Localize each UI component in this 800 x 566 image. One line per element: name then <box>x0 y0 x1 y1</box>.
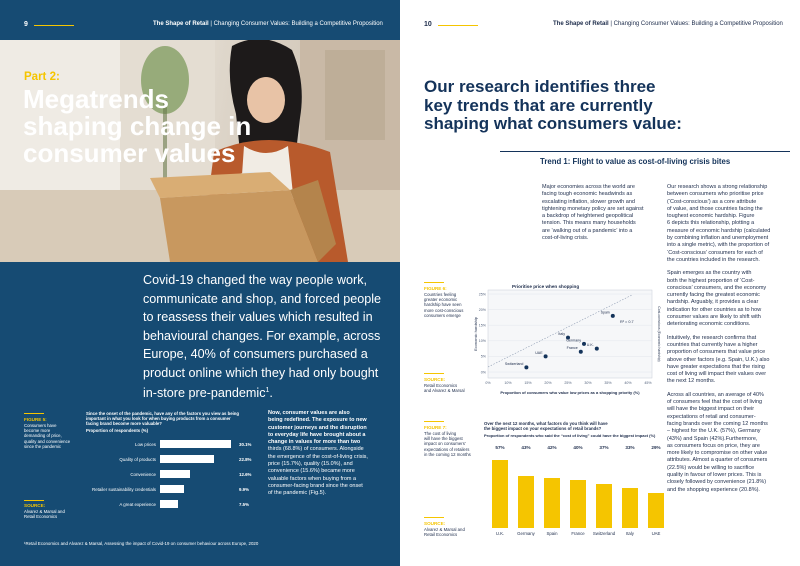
x-tick-label: 45% <box>644 381 652 385</box>
bar-category-label: UAE <box>651 531 661 536</box>
figure5-tag: FIGURE 5: <box>24 417 47 422</box>
figure5-source: Alvarez & Marsal and Retail Economics <box>24 509 65 520</box>
y-tick-label: 10% <box>478 339 486 344</box>
part-label: Part 2: <box>24 71 60 83</box>
x-tick-label: 40% <box>624 381 632 385</box>
bar <box>544 478 560 528</box>
figure7-source-tag: SOURCE: <box>424 521 446 526</box>
trend-rule <box>500 151 790 152</box>
running-header: The Shape of Retail | Changing Consumer Values: Building a Competitive Proposition <box>153 21 383 27</box>
column1-text: Major economies across the world are facing tough economic headwinds as escalating inflation, slower growth and tightening monetary policy are set against a backdrop of heightened geopolitical tension. This means many households are ‘walking out of a pandemic’ into a cost-of-living crisis. <box>542 184 644 242</box>
x-tick-label: 30% <box>584 381 592 385</box>
bar-value-label: 57% <box>495 445 505 450</box>
x-tick-label: 15% <box>524 381 532 385</box>
figure-rule <box>24 413 44 414</box>
scatter-point <box>524 365 528 369</box>
figure5-question: Since the onset of the pandemic, have any of the factors you view as being important in what you look for when buying products from a consumer facing brand become more valuable? <box>86 411 240 427</box>
column2-text: Our research shows a strong relationship between consumers who prioritise price (‘Cost-conscious’) as a core attribute of value, and those countries facing the toughest economic hardship. Figure 6 depicts this relationship, plotting a measure of economic hardship (calculated by combining inflation and unemployment into a single metric), with the proportion of ‘Cost-conscious’ consumers for each of the countries included in the research. Spain emerges as the country with both the highest proportion of ‘Cost- conscious’ consumers, and the economy currently facing the greatest economic hardship. Arguably, it provides a clear indication for other countries as to how consumer values are likely to shift with deteriorating economic conditions. Intuitively, the research confirms that countries that currently have a higher proportion of consumers that value price above other factors (e.g. Spain, U.K.) also have greater expectations that the rising cost of living will impact their values over the next 12 months. Across all countries, an average of 40% of consumers feel that the cost of living will have the biggest impact on their expectations of retail and consumer- facing brands over the coming 12 months – highest for the U.K. (57%), Germany (43%) and Spain (42%).Furthermore, as consumers focus on price, they are more likely to compromise on other value attributes. Almost a quarter of consumers (22.5%) would be willing to sacrifice quality in favour of lower prices. This is closely followed by convenience (21.8%) and the shopping experience (20.8%). <box>667 184 771 493</box>
point-label: Spain <box>600 310 610 315</box>
scatter-point <box>582 342 586 346</box>
page-number: 10 <box>424 21 432 28</box>
y-tick-label: 15% <box>478 323 486 328</box>
figure7-question: Over the next 12 months, what factors do you think will have the biggest impact on your expectations of retail brands? <box>484 421 608 432</box>
bar-value-label: 33% <box>625 445 635 450</box>
bar <box>160 455 214 463</box>
bar-value-label: 12.6% <box>239 471 252 477</box>
bar-category-label: Convenience <box>130 471 156 477</box>
y-tick-label: 25% <box>478 292 486 297</box>
header-rule <box>34 25 74 26</box>
bar-category-label: Low prices <box>135 441 156 447</box>
figure6-caption: Countries feeling greater economic hardship have seen more cost-conscious consumers emerge <box>424 292 464 318</box>
point-label: Switzerland <box>504 361 524 366</box>
bar-value-label: 29% <box>651 445 661 450</box>
scatter-point <box>611 314 615 318</box>
figure6-right-label: Cost-conscious (Economic hardship) <box>657 306 661 362</box>
figure7-subtitle: Proportion of respondents who said the “cost of living” could have the biggest impact (%) <box>484 433 656 438</box>
bar <box>518 476 534 528</box>
figure-rule <box>424 421 444 422</box>
bar-category-label: U.K. <box>495 531 505 536</box>
figure6-title: Prioritise price when shopping <box>512 284 580 289</box>
point-label: Germany <box>566 338 581 343</box>
figure7-source: Alvarez & Marsal and Retail Economics <box>424 527 465 538</box>
bar-value-label: 40% <box>573 445 583 450</box>
source-rule <box>24 500 44 501</box>
bar-value-label: 42% <box>547 445 557 450</box>
bar-category-label: Spain <box>546 531 558 536</box>
bar-category-label: A great experience <box>119 501 156 507</box>
bar <box>648 493 664 528</box>
y-tick-label: 5% <box>480 354 486 359</box>
bar <box>596 484 612 528</box>
research-title: Our research identifies three key trends that are currently shaping what consumers value: <box>424 77 682 133</box>
figure6-source-tag: SOURCE: <box>424 377 446 382</box>
figure-rule <box>424 282 444 283</box>
header-rule <box>438 25 478 26</box>
scatter-point <box>595 347 599 351</box>
y-tick-label: 0% <box>480 370 486 375</box>
intro-paragraph: Covid-19 changed the way people work, communicate and shop, and forced people to reassess their values which resulted in behavioural changes. For example, across Europe, 40% of consumers purchased a product online which they had only bought in-store pre-pandemic$^1$. <box>143 273 382 401</box>
figure6-source: Retail Economics and Alvarez & Marsal <box>424 383 465 394</box>
bar-category-label: Quality of products <box>119 456 156 462</box>
figure6-xlabel: Proportion of consumers who value low prices as a shopping priority (%) <box>500 390 640 395</box>
page-number: 9 <box>24 21 28 28</box>
scatter-point <box>579 350 583 354</box>
point-label: UAE <box>535 350 543 355</box>
right-page <box>400 0 800 566</box>
bar-value-label: 22.8% <box>239 456 252 462</box>
bar <box>160 500 178 508</box>
bar-value-label: 43% <box>521 445 531 450</box>
bar-category-label: France <box>571 531 585 536</box>
figure7-tag: FIGURE 7: <box>424 425 447 430</box>
bar-category-label: Retailer sustainability credentials <box>92 486 156 492</box>
bar <box>492 460 508 528</box>
r-squared-label: R² = 0.7 <box>620 320 634 324</box>
bar <box>160 485 184 493</box>
figure5-source-tag: SOURCE: <box>24 503 46 508</box>
figure6-scatter-chart <box>472 282 664 400</box>
bar-value-label: 30.1% <box>239 441 252 447</box>
point-label: France <box>566 346 578 351</box>
source-rule <box>424 517 444 518</box>
bar <box>160 470 190 478</box>
bar <box>160 440 231 448</box>
x-tick-label: 10% <box>504 381 512 385</box>
scatter-point <box>544 354 548 358</box>
bar-value-label: 7.5% <box>239 501 250 507</box>
x-tick-label: 0% <box>485 381 491 385</box>
point-label: U.K. <box>586 343 594 348</box>
running-header: The Shape of Retail | Changing Consumer Values: Building a Competitive Proposition <box>553 21 783 27</box>
figure6-ylabel: Economic hardship <box>473 316 478 352</box>
x-tick-label: 35% <box>604 381 612 385</box>
bar-category-label: Germany <box>517 531 535 536</box>
bar-value-label: 9.9% <box>239 486 250 492</box>
bar <box>622 488 638 528</box>
trend-heading: Trend 1: Flight to value as cost-of-living crisis bites <box>540 157 731 166</box>
bar-value-label: 37% <box>599 445 609 450</box>
bar-category-label: Italy <box>626 531 634 536</box>
figure6-tag: FIGURE 6: <box>424 286 447 291</box>
figure7-caption: The cost of living will have the biggest impact on consumers’ expectations of retailers in the coming 12 months <box>424 431 471 457</box>
y-tick-label: 20% <box>478 307 486 312</box>
section-title: Megatrends shaping change in consumer values <box>23 84 252 168</box>
figure5-caption: Consumers have become more demanding of price, quality and convenience since the pandemic <box>24 423 71 449</box>
bar <box>570 480 586 528</box>
body-paragraph: Now, consumer values are also being redefined. The exposure to new customer journeys and the disruption to everyday life have brought about a change in values for more than two thirds (68.8%) of consumers. Alongside the emergence of the cost-of-living crisis, price (15.7%), quality (15.0%), and convenience (15.6%) became more valuable factors when buying from a consumer-facing brand since the onset of the pandemic (Fig.5). <box>268 410 368 497</box>
x-tick-label: 25% <box>564 381 572 385</box>
figure5-subtitle: Proportion of respondents (%) <box>86 428 149 433</box>
source-rule <box>424 373 444 374</box>
point-label: Italy <box>558 332 565 337</box>
x-tick-label: 20% <box>544 381 552 385</box>
bar-category-label: Switzerland <box>592 531 616 536</box>
footnote: ¹Retail Economics and Alvarez & Marsal, Assessing the impact of Covid-19 on consumer behaviour across Europe, 2020 <box>24 541 259 546</box>
